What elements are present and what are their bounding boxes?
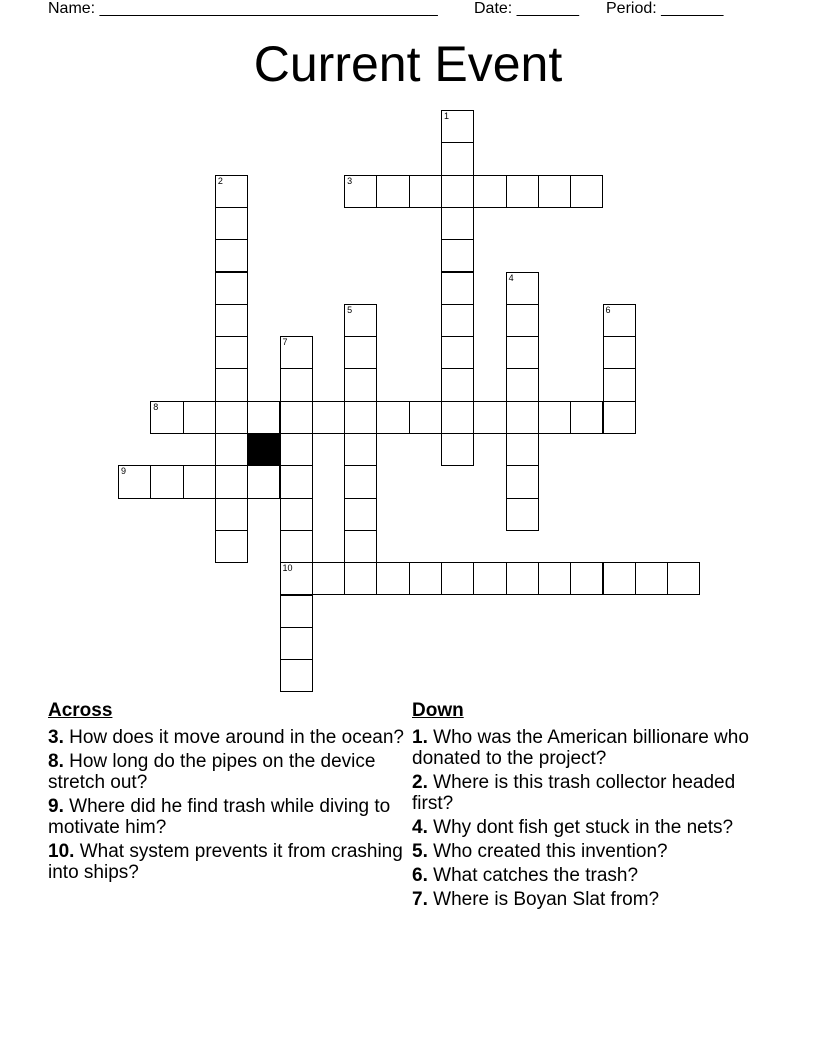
clue-number-label: 4 <box>508 272 514 283</box>
crossword-cell[interactable] <box>215 530 248 563</box>
clue-number: 6. <box>412 865 428 886</box>
crossword-cell[interactable] <box>344 465 377 498</box>
crossword-cell[interactable] <box>603 304 636 337</box>
crossword-cell[interactable] <box>215 175 248 208</box>
across-clue <box>48 841 408 883</box>
crossword-cell[interactable] <box>215 336 248 369</box>
crossword-cell[interactable] <box>312 401 345 434</box>
clue-number-label: 3 <box>347 175 353 186</box>
clue-number: 1. <box>412 727 428 748</box>
crossword-cell[interactable] <box>441 239 474 272</box>
clue-number: 2. <box>412 772 428 793</box>
crossword-cell[interactable] <box>215 433 248 466</box>
crossword-cell[interactable] <box>506 304 539 337</box>
clue-text: How does it move around in the ocean? <box>63 727 404 748</box>
crossword-cell[interactable] <box>215 498 248 531</box>
crossword-cell[interactable] <box>506 562 539 595</box>
crossword-cell[interactable] <box>344 401 377 434</box>
down-clue <box>412 841 772 862</box>
crossword-cell[interactable] <box>441 368 474 401</box>
crossword-cell[interactable] <box>280 530 313 563</box>
crossword-cell[interactable] <box>409 562 442 595</box>
crossword-cell[interactable] <box>441 401 474 434</box>
crossword-cell[interactable] <box>150 401 183 434</box>
crossword-cell[interactable] <box>538 175 571 208</box>
crossword-cell[interactable] <box>280 401 313 434</box>
across-clues <box>48 700 408 886</box>
down-clue-list <box>412 727 772 910</box>
crossword-cell[interactable] <box>344 498 377 531</box>
down-heading: Down <box>412 700 464 721</box>
crossword-cell[interactable] <box>473 562 506 595</box>
down-clue <box>412 817 772 838</box>
clue-text: Who was the American billionare who donated to the project? <box>412 727 749 769</box>
across-clue <box>48 796 408 838</box>
crossword-cell[interactable] <box>441 336 474 369</box>
crossword-cell[interactable] <box>215 465 248 498</box>
clue-number: 7. <box>412 889 428 910</box>
crossword-cell[interactable] <box>441 562 474 595</box>
crossword-cell[interactable] <box>473 401 506 434</box>
period-field[interactable]: Period: _______ <box>606 0 724 17</box>
crossword-cell[interactable] <box>280 498 313 531</box>
clue-number-label: 7 <box>282 337 288 348</box>
clue-text: Who created this invention? <box>427 841 668 862</box>
crossword-cell[interactable] <box>247 465 280 498</box>
clue-number-label: 9 <box>121 466 127 477</box>
crossword-cell[interactable] <box>570 401 603 434</box>
crossword-cell[interactable] <box>506 401 539 434</box>
page-title: Current Event <box>253 36 563 92</box>
crossword-cell[interactable] <box>312 562 345 595</box>
down-clue <box>412 889 772 910</box>
across-clue <box>48 751 408 793</box>
across-clue <box>48 727 408 748</box>
clue-number: 10. <box>48 841 75 862</box>
across-clue-list <box>48 727 408 883</box>
clue-number: 4. <box>412 817 428 838</box>
crossword-cell[interactable] <box>344 562 377 595</box>
crossword-cell[interactable] <box>376 175 409 208</box>
crossword-cell[interactable] <box>570 562 603 595</box>
crossword-cell[interactable] <box>118 465 151 498</box>
crossword-cell[interactable] <box>506 175 539 208</box>
crossword-cell[interactable] <box>280 465 313 498</box>
clue-number: 8. <box>48 751 64 772</box>
crossword-cell[interactable] <box>215 207 248 240</box>
crossword-cell[interactable] <box>441 207 474 240</box>
clue-text: What catches the trash? <box>427 865 639 886</box>
clue-text: Where is this trash collector headed first? <box>412 772 736 814</box>
down-clue <box>412 772 772 814</box>
clue-number-label: 5 <box>347 304 353 315</box>
crossword-cell[interactable] <box>473 175 506 208</box>
crossword-cell[interactable] <box>150 465 183 498</box>
crossword-cell[interactable] <box>344 368 377 401</box>
crossword-cell[interactable] <box>344 304 377 337</box>
black-square <box>247 433 280 466</box>
crossword-cell[interactable] <box>603 368 636 401</box>
crossword-cell[interactable] <box>215 239 248 272</box>
crossword-cell[interactable] <box>376 401 409 434</box>
clue-number-label: 2 <box>217 175 223 186</box>
crossword-cell[interactable] <box>344 336 377 369</box>
crossword-cell[interactable] <box>506 433 539 466</box>
crossword-cell[interactable] <box>409 175 442 208</box>
clue-text: Where did he find trash while diving to motivate him? <box>48 796 391 838</box>
clue-number-label: 10 <box>282 563 293 574</box>
crossword-cell[interactable] <box>603 401 636 434</box>
crossword-cell[interactable] <box>441 433 474 466</box>
crossword-cell[interactable] <box>603 336 636 369</box>
down-clues <box>412 700 772 913</box>
clue-text: Why dont fish get stuck in the nets? <box>427 817 734 838</box>
crossword-cell[interactable] <box>183 465 216 498</box>
clue-number-label: 8 <box>153 401 159 412</box>
clue-text: How long do the pipes on the device stretch out? <box>48 751 376 793</box>
across-heading: Across <box>48 700 113 721</box>
crossword-cell[interactable] <box>441 304 474 337</box>
crossword-cell[interactable] <box>344 175 377 208</box>
crossword-cell[interactable] <box>506 272 539 305</box>
crossword-cell[interactable] <box>376 562 409 595</box>
clue-text: What system prevents it from crashing into ships? <box>48 841 403 883</box>
crossword-cell[interactable] <box>506 368 539 401</box>
crossword-cell[interactable] <box>280 336 313 369</box>
crossword-cell[interactable] <box>635 562 668 595</box>
crossword-cell[interactable] <box>409 401 442 434</box>
crossword-cell[interactable] <box>280 659 313 692</box>
clue-text: Where is Boyan Slat from? <box>427 889 660 910</box>
crossword-cell[interactable] <box>506 465 539 498</box>
down-clue <box>412 727 772 769</box>
date-field[interactable]: Date: _______ <box>474 0 579 17</box>
clue-number-label: 1 <box>444 111 450 121</box>
crossword-cell[interactable] <box>506 336 539 369</box>
crossword-cell[interactable] <box>183 401 216 434</box>
crossword-cell[interactable] <box>280 595 313 628</box>
crossword-cell[interactable] <box>280 562 313 595</box>
crossword-cell[interactable] <box>538 401 571 434</box>
crossword-cell[interactable] <box>280 627 313 660</box>
crossword-cell[interactable] <box>280 433 313 466</box>
clue-number-label: 6 <box>605 304 611 315</box>
crossword-cell[interactable] <box>667 562 700 595</box>
crossword-cell[interactable] <box>344 433 377 466</box>
name-field[interactable]: Name: ______________________________________ <box>48 0 438 17</box>
clue-number: 3. <box>48 727 64 748</box>
clue-number: 9. <box>48 796 64 817</box>
clue-number: 5. <box>412 841 428 862</box>
crossword-cell[interactable] <box>603 562 636 595</box>
crossword-cell[interactable] <box>247 401 280 434</box>
crossword-cell[interactable] <box>441 142 474 175</box>
down-clue <box>412 865 772 886</box>
crossword-cell[interactable] <box>506 498 539 531</box>
crossword-cell[interactable] <box>215 272 248 305</box>
crossword-cell[interactable] <box>215 401 248 434</box>
crossword-cell[interactable] <box>441 272 474 305</box>
crossword-cell[interactable] <box>280 368 313 401</box>
crossword-cell[interactable] <box>441 175 474 208</box>
crossword-cell[interactable] <box>570 175 603 208</box>
crossword-cell[interactable] <box>344 530 377 563</box>
crossword-cell[interactable] <box>441 110 474 143</box>
crossword-cell[interactable] <box>538 562 571 595</box>
crossword-cell[interactable] <box>215 304 248 337</box>
crossword-cell[interactable] <box>215 368 248 401</box>
